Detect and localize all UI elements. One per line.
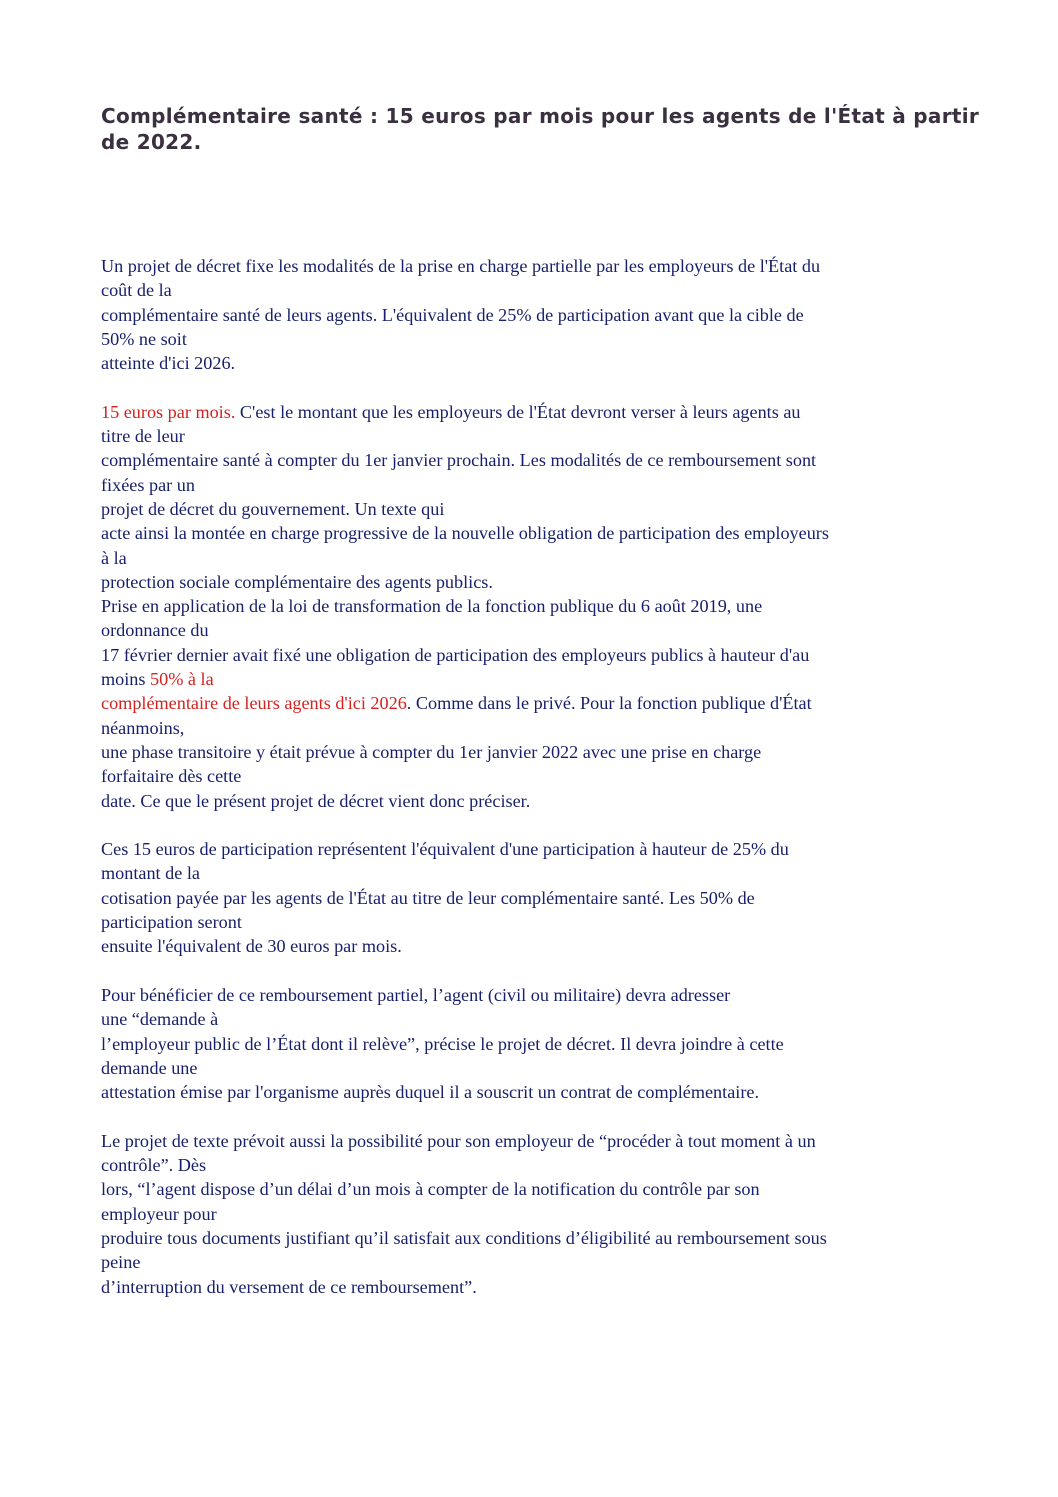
body-line [101,448,816,472]
text-run: peine [101,1252,141,1272]
body-line [101,303,804,327]
article-title: Complémentaire santé : 15 euros par mois pour les agents de l'État à partir de 2022. [101,104,980,154]
highlighted-text: 50% à la [150,669,214,689]
body-line [101,1032,784,1056]
body-line [101,861,200,885]
body-line [101,740,761,764]
body-line [101,1129,816,1153]
text-run: complémentaire santé de leurs agents. L'équivalent de 25% de participation avant que la cible de [101,305,804,325]
text-run: demande une [101,1058,198,1078]
text-run: néanmoins, [101,718,185,738]
body-line [101,521,829,545]
text-run: fixées par un [101,475,195,495]
body-line [101,400,801,424]
highlighted-text: complémentaire de leurs agents d'ici 2026 [101,693,407,713]
text-run: Ces 15 euros de participation représentent l'équivalent d'une participation à hauteur de 25% du [101,839,789,859]
body-line [101,886,755,910]
text-run: participation seront [101,912,242,932]
text-run: d’interruption du versement de ce remboursement”. [101,1277,477,1297]
body-line [101,667,214,691]
body-line [101,424,185,448]
body-line [101,1153,206,1177]
text-run: lors, “l’agent dispose d’un délai d’un mois à compter de la notification du contrôle par son [101,1179,760,1199]
body-line [101,497,444,521]
text-run: acte ainsi la montée en charge progressive de la nouvelle obligation de participation des employeurs [101,523,829,543]
body-line [101,983,730,1007]
body-line [101,643,809,667]
text-run: moins [101,669,151,689]
text-run: forfaitaire dès cette [101,766,242,786]
body-line [101,934,402,958]
text-run: ordonnance du [101,620,209,640]
text-run: une phase transitoire y était prévue à compter du 1er janvier 2022 avec une prise en charge [101,742,762,762]
text-run: C'est le montant que les employeurs de l'État devront verser à leurs agents au [235,402,801,422]
text-run: attestation émise par l'organisme auprès duquel il a souscrit un contrat de complémentaire. [101,1082,759,1102]
text-run: Le projet de texte prévoit aussi la possibilité pour son employeur de “procéder à tout moment à un [101,1131,816,1151]
highlighted-text: 15 euros par mois. [101,402,236,422]
body-line [101,1080,759,1104]
body-line [101,837,789,861]
body-line [101,618,209,642]
text-run: Prise en application de la loi de transformation de la fonction publique du 6 août 2019, une [101,596,763,616]
body-line [101,716,184,740]
body-line [101,327,187,351]
body-line [101,1177,760,1201]
text-run: protection sociale complémentaire des agents publics. [101,572,493,592]
body-line [101,1056,197,1080]
body-line [101,691,812,715]
body-line [101,910,242,934]
text-run: ensuite l'équivalent de 30 euros par mois. [101,936,402,956]
body-line [101,570,493,594]
body-line [101,351,235,375]
text-run: 17 février dernier avait fixé une obligation de participation des employeurs publics à hauteur d'au [101,645,810,665]
text-run: contrôle”. Dès [101,1155,207,1175]
body-line [101,546,127,570]
body-line [101,473,195,497]
text-run: projet de décret du gouvernement. Un texte qui [101,499,445,519]
text-run: une “demande à [101,1009,219,1029]
text-run: 50% ne soit [101,329,187,349]
body-line [101,278,172,302]
text-run: . Comme dans le privé. Pour la fonction publique d'État [406,693,812,713]
text-run: complémentaire santé à compter du 1er janvier prochain. Les modalités de ce remboursement sont [101,450,817,470]
body-line [101,789,530,813]
text-run: l’employeur public de l’État dont il relève”, précise le projet de décret. Il devra joindre à cette [101,1034,784,1054]
body-line [101,764,241,788]
text-run: produire tous documents justifiant qu’il satisfait aux conditions d’éligibilité au remboursement sous [101,1228,827,1248]
body-line [101,1275,477,1299]
text-run: atteinte d'ici 2026. [101,353,236,373]
body-line [101,1250,140,1274]
text-run: date. Ce que le présent projet de décret vient donc préciser. [101,791,531,811]
text-run: coût de la [101,280,172,300]
body-line [101,594,762,618]
body-line [101,1007,218,1031]
text-run: employeur pour [101,1204,217,1224]
body-line [101,1202,217,1226]
text-run: cotisation payée par les agents de l'État au titre de leur complémentaire santé. Les 50% de [101,888,755,908]
text-run: titre de leur [101,426,185,446]
text-run: montant de la [101,863,200,883]
text-run: à la [101,548,127,568]
body-line [101,254,820,278]
text-run: Pour bénéficier de ce remboursement partiel, l’agent (civil ou militaire) devra adresser [101,985,731,1005]
text-run: Un projet de décret fixe les modalités de la prise en charge partielle par les employeurs de l'État du [101,256,821,276]
body-line [101,1226,827,1250]
